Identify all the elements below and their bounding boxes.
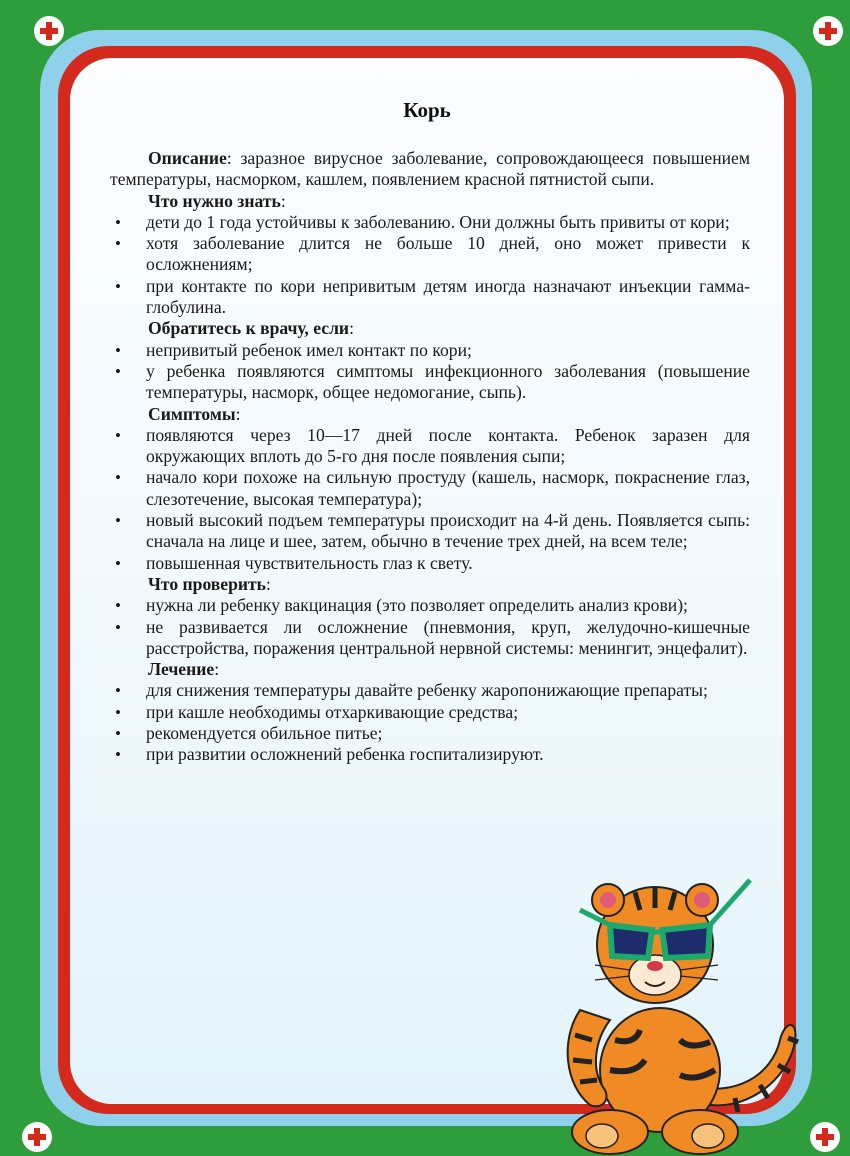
- description-paragraph: [110, 148, 750, 191]
- list-item: • при контакте по кори непривитым детям иногда назначают инъекции гамма-глобулина.: [110, 276, 750, 319]
- medical-cross-icon: [22, 1122, 52, 1152]
- list-item: • дети до 1 года устойчивы к заболеванию. Они должны быть привиты от кори;: [110, 212, 750, 233]
- list-item: • повышенная чувствительность глаз к свету.: [110, 553, 750, 574]
- section-list: [110, 680, 750, 765]
- list-item: • не развивается ли осложнение (пневмония, круп, желудочно-кишечные расстройства, поражения центральной нервной системы: менингит, энцефалит).: [110, 617, 750, 660]
- tiger-with-sunglasses-illustration: [540, 870, 820, 1156]
- section-heading: Что нужно знать:: [148, 190, 286, 211]
- medical-cross-icon: [813, 16, 843, 46]
- section-heading: Симптомы:: [148, 403, 241, 424]
- page-title: Корь: [403, 98, 451, 122]
- section-heading: Обратитесь к врачу, если:: [148, 318, 354, 339]
- list-item: • начало кори похоже на сильную простуду (кашель, насморк, покраснение глаз, слезотечение, высокая температура);: [110, 467, 750, 510]
- section-list: [110, 425, 750, 574]
- list-item: • рекомендуется обильное питье;: [110, 723, 750, 744]
- list-item: • для снижения температуры давайте ребенку жаропонижающие препараты;: [110, 680, 750, 701]
- list-item: • новый высокий подъем температуры происходит на 4-й день. Появляется сыпь: сначала на лице и шее, затем, обычно в течение трех дней, на всем теле;: [110, 510, 750, 553]
- description-label: Описание: [148, 148, 227, 168]
- section-heading: Что проверить:: [148, 573, 271, 594]
- section-heading: Лечение:: [148, 659, 220, 680]
- list-item: • непривитый ребенок имел контакт по кори;: [110, 340, 750, 361]
- description-text: : заразное вирусное заболевание, сопровождающееся повышением температуры, насморком, кашлем, появлением красной пятнистой сыпи.: [110, 148, 750, 190]
- list-item: • хотя заболевание длится не больше 10 дней, оно может привести к осложнениям;: [110, 233, 750, 276]
- section-list: [110, 340, 750, 404]
- medical-cross-icon: [34, 16, 64, 46]
- list-item: • у ребенка появляются симптомы инфекционного заболевания (повышение температуры, насморк, общее недомогание, сыпь).: [110, 361, 750, 404]
- list-item: • при кашле необходимы отхаркивающие средства;: [110, 702, 750, 723]
- list-item: • появляются через 10—17 дней после контакта. Ребенок заразен для окружающих вплоть до 5-го дня после появления сыпи;: [110, 425, 750, 468]
- list-item: • при развитии осложнений ребенка госпитализируют.: [110, 744, 750, 765]
- section-list: [110, 212, 750, 318]
- section-list: [110, 595, 750, 659]
- list-item: • нужна ли ребенку вакцинация (это позволяет определить анализ крови);: [110, 595, 750, 616]
- article-body: [110, 148, 750, 766]
